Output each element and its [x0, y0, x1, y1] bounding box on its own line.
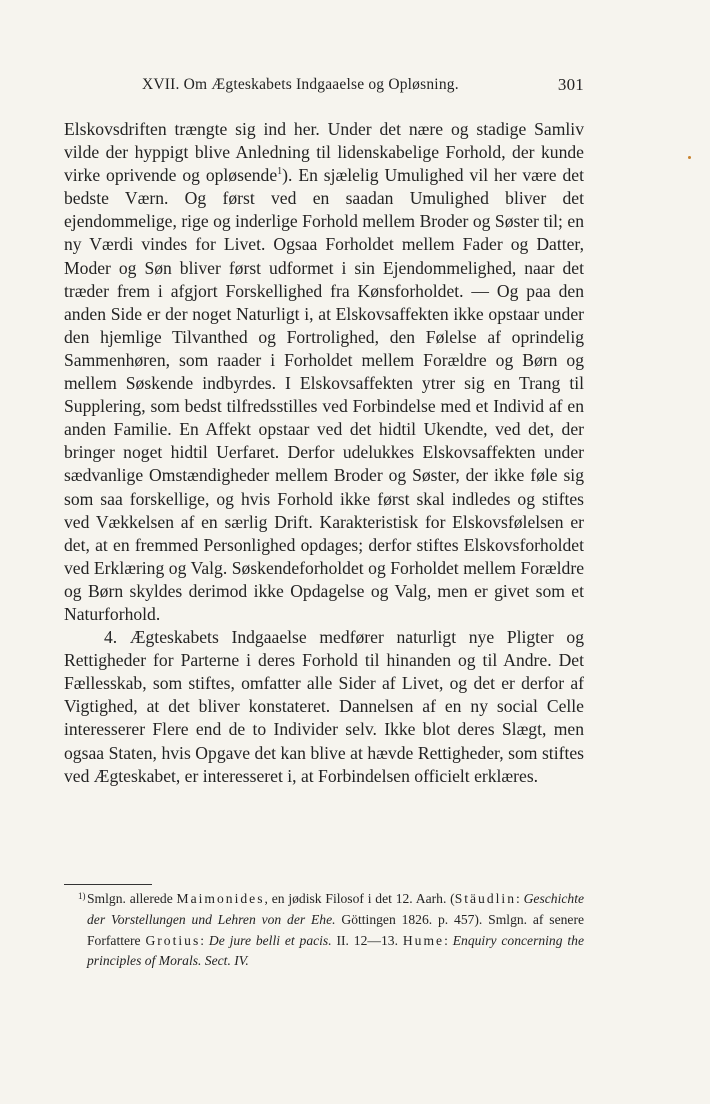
- footnote-text-part: :: [200, 932, 209, 948]
- paragraph-section-4: 4. Ægteskabets Indgaaelse medfører naturligt nye Pligter og Rettigheder for Parterne i deres Forhold til hinanden og til Andre. Det Fællesskab, som stiftes, omfatter alle Sider af Livet, og det er derfor af Vigtighed, at det bliver konstateret. Dannelsen af en ny social Celle interesserer Flere end de to Individer selv. Ikke blot deres Slægt, men ogsaa Staten, hvis Opgave det kan blive at hævde Rettigheder, som stiftes ved Ægteskabet, er interesseret i, at Forbindelsen officielt erklæres.: [64, 627, 584, 786]
- paper-speck: [688, 156, 691, 159]
- paragraph-text: ). En sjælelig Umulighed vil her være det bedste Værn. Og først ved en saadan Umulighed bliver det ejendommelige, rige og inderlige Forhold mellem Broder og Søster til; en ny Værdi vindes for Livet. Ogsaa Forholdet mellem Fader og Datter, Moder og Søn bliver først udformet i sin Ejendommelighed, naar det træder frem i afgjort Forskellighed fra Kønsforholdet. — Og paa den anden Side er der noget Naturligt i, at Elskovsaffekten ikke opstaar under den hjemlige Tilvanthed og Fortrolighed, den Følelse af oprindelig Sammenhøren, som raader i Forholdet mellem Forældre og Børn og mellem Søskende indbyrdes. I Elskovsaffekten ytrer sig en Trang til Supplering, som bedst tilfredsstilles ved Forbindelse med et Individ af en anden Familie. En Affekt opstaar ved det hidtil Ukendte, ved det, der bringer noget hidtil Uerfaret. Derfor udelukkes Elskovsaffekten under sædvanlige Omstændigheder mellem Broder og Søster, der ikke føle sig som saa forskellige, og hvis Forhold ikke først skal indledes og stiftes ved Vækkelsen af en særlig Drift. Karakteristisk for Elskovsfølelsen er det, at en fremmed Personlighed opdages; derfor stiftes Elskovsforholdet ved Erklæring og Valg. Søskendeforholdet og Forholdet mellem Forældre og Børn skyldes derimod ikke Opdagelse og Valg, men er givet som et Naturforhold.: [64, 165, 584, 624]
- footnote-mark: 1): [78, 891, 86, 901]
- footnote-text-part: :: [444, 932, 453, 948]
- footnote-rule: [64, 884, 152, 885]
- running-header: [118, 76, 584, 98]
- running-title: XVII. Om Ægteskabets Indgaaelse og Opløsning.: [142, 76, 459, 93]
- author-grotius: Grotius: [145, 932, 201, 948]
- author-hume: Hume: [402, 932, 445, 948]
- paragraph-text: Elskovsdriften trængte sig ind her. Under det nære og stadige Samliv vilde der hyppigt blive Anledning til lidenskabelige Forhold, der kunde virke oprivende og opløsende: [64, 119, 584, 186]
- footnote-text-part: , en jødisk Filosof i det 12. Aarh. (: [264, 891, 455, 906]
- footnote-text-part: II. 12—13.: [331, 932, 403, 948]
- footnote-text-part: Göttingen 1826. p. 457). Smlgn. af senere Forfattere: [87, 911, 584, 948]
- page-number: 301: [557, 75, 584, 94]
- author-maimonides: Maimonides: [176, 891, 265, 906]
- author-staudlin: Stäudlin: [454, 891, 517, 906]
- title-staudlin: Geschichte der Vorstellungen und Lehren von der Ehe.: [87, 891, 584, 927]
- footnote-text: [64, 889, 584, 972]
- footnote-reference: 1: [277, 166, 283, 178]
- body-text: [64, 118, 584, 788]
- title-grotius: De jure belli et pacis.: [208, 932, 332, 948]
- footnote-text-part: :: [516, 891, 524, 906]
- footnote-text-part: Smlgn. allerede: [87, 891, 177, 906]
- footnote: [64, 889, 584, 972]
- paragraph-continued: [64, 118, 584, 626]
- title-hume: Enquiry concerning the principles of Morals. Sect. IV.: [87, 932, 584, 969]
